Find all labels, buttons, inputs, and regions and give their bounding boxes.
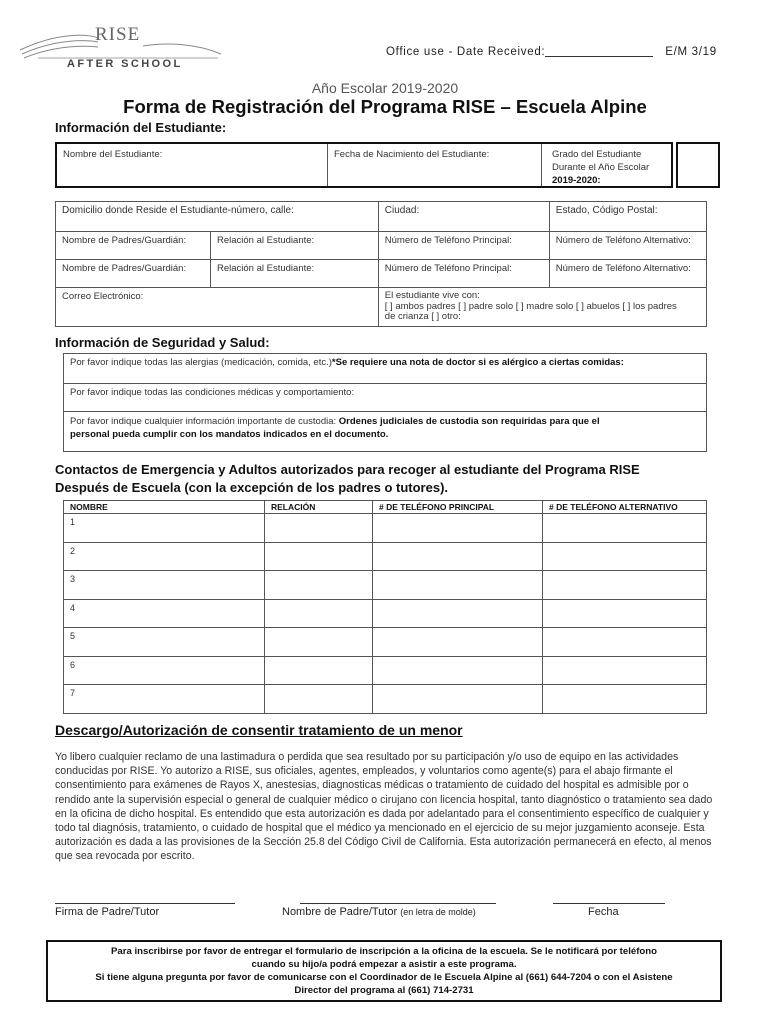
- contact-relation-cell[interactable]: [265, 599, 373, 628]
- contact-alt-phone-cell[interactable]: [543, 656, 707, 685]
- contact-relation-cell[interactable]: [265, 628, 373, 657]
- table-row: [64, 656, 707, 685]
- date-received-field[interactable]: [545, 56, 653, 57]
- contact-name-cell[interactable]: [64, 628, 265, 657]
- contact-phone-cell[interactable]: [373, 571, 543, 600]
- emergency-heading: Contactos de Emergencia y Adultos autorizados para recoger al estudiante del Programa RISE Después de Escuela (con la excepción de los padres o tutores).: [55, 462, 640, 495]
- contact-phone-cell[interactable]: [373, 685, 543, 714]
- parent2-name-field[interactable]: Nombre de Padres/Guardián:: [56, 260, 211, 288]
- contact-name-cell[interactable]: [64, 514, 265, 543]
- parent-signature-field[interactable]: [55, 903, 235, 904]
- col-header-phone: # DE TELÉFONO PRINCIPAL: [373, 501, 543, 514]
- table-row: [64, 599, 707, 628]
- contact-phone-cell[interactable]: [373, 628, 543, 657]
- logo-text: RISE: [95, 24, 141, 45]
- row-number: 6: [70, 659, 76, 670]
- parent2-phone-field[interactable]: Número de Teléfono Principal:: [378, 260, 549, 288]
- row-number: 4: [70, 602, 76, 613]
- parent1-alt-phone-field[interactable]: Número de Teléfono Alternativo:: [549, 232, 706, 260]
- row-number: 7: [70, 688, 76, 698]
- col-header-alt-phone: # DE TELÉFONO ALTERNATIVO: [543, 501, 707, 514]
- grade-label: Grado del Estudiante Durante el Año Escolar 2019-2020:: [552, 149, 650, 186]
- row-number: 5: [70, 631, 76, 641]
- dob-label: Fecha de Nacimiento del Estudiante:: [334, 149, 490, 160]
- parent2-alt-phone-field[interactable]: Número de Teléfono Alternativo:: [549, 260, 706, 288]
- table-row: [64, 514, 707, 543]
- row-number: 2: [70, 545, 76, 556]
- student-info-box: [55, 142, 673, 188]
- city-field[interactable]: Ciudad:: [378, 202, 549, 232]
- contact-phone-cell[interactable]: [373, 599, 543, 628]
- col-header-relation: RELACIÓN: [265, 501, 373, 514]
- student-name-label: Nombre del Estudiante:: [63, 149, 163, 160]
- contact-relation-cell[interactable]: [265, 685, 373, 714]
- date-label: Fecha: [588, 906, 619, 918]
- contact-name-cell[interactable]: [64, 542, 265, 571]
- logo-subtitle: AFTER SCHOOL: [67, 58, 183, 70]
- contact-name-cell[interactable]: [64, 656, 265, 685]
- table-row: [64, 628, 707, 657]
- row-number: 3: [70, 574, 76, 584]
- contact-phone-cell[interactable]: [373, 514, 543, 543]
- contact-relation-cell[interactable]: [265, 656, 373, 685]
- medical-conditions-field[interactable]: Por favor indique todas las condiciones médicas y comportamiento:: [64, 384, 707, 412]
- contact-phone-cell[interactable]: [373, 656, 543, 685]
- safety-heading: Información de Seguridad y Salud:: [55, 335, 270, 350]
- contact-alt-phone-cell[interactable]: [543, 542, 707, 571]
- table-row: [64, 542, 707, 571]
- contact-alt-phone-cell[interactable]: [543, 599, 707, 628]
- waiver-text: Yo libero cualquier reclamo de una lastimadura o perdida que sea resultado por su participación y/o uso de equipo en las actividades conducidas por RISE. Yo autorizo a RISE, sus oficiales, agentes, empleados, y voluntarios como agente(s) para el abajo firmante el consentimiento para exámenes de Rayos X, anestesias, diagnosticas médicas o tratamiento de cuidado del hospital es admisible por o rendido ante la supervisión especial o general de cualquier médico o cirujano con licencia hospital, tanto diagnóstico o tratamiento sea dado en la oficina de dicho hospital. Es entendido que esta autorización es dada por adelantado para el consentimiento específico de cualquier y todo tal diagnósis, tratamiento, o cuidado de hospital que el médico ya mencionado en el ejercicio de su mejor juzgamiento aconseje. Esta autorización es dada a las provisiones de la Sección 25.8 del Código Civil de California. Esta autorización permanecerá en efecto, al menos que sea revocada por escrito.: [55, 751, 713, 863]
- form-code: E/M 3/19: [665, 46, 717, 58]
- contact-alt-phone-cell[interactable]: [543, 628, 707, 657]
- page-title: Forma de Registración del Programa RISE – Escuela Alpine: [123, 96, 647, 117]
- dob-field[interactable]: [334, 162, 534, 182]
- custody-field[interactable]: Por favor indique cualquier información importante de custodia: Ordenes judiciales de custodia son requiridas para que el personal pueda cumplir con los mandatos indicados en el documento.: [64, 412, 707, 452]
- parent1-relation-field[interactable]: Relación al Estudiante:: [211, 232, 379, 260]
- contact-alt-phone-cell[interactable]: [543, 685, 707, 714]
- parent-signature-label: Firma de Padre/Tutor: [55, 906, 160, 918]
- student-name-field[interactable]: [63, 162, 319, 182]
- parent-name-label: Nombre de Padre/Tutor (en letra de molde): [282, 906, 476, 918]
- contact-alt-phone-cell[interactable]: [543, 514, 707, 543]
- contact-name-cell[interactable]: [64, 685, 265, 714]
- office-use-line: [386, 46, 717, 58]
- parent2-relation-field[interactable]: Relación al Estudiante:: [211, 260, 379, 288]
- row-number: 1: [70, 517, 76, 527]
- date-field[interactable]: [553, 903, 665, 904]
- parent1-phone-field[interactable]: Número de Teléfono Principal:: [378, 232, 549, 260]
- contact-relation-cell[interactable]: [265, 571, 373, 600]
- school-year: Año Escolar 2019-2020: [311, 80, 459, 96]
- waiver-heading: Descargo/Autorización de consentir tratamiento de un menor: [55, 722, 463, 738]
- emergency-contacts-table: [63, 500, 707, 714]
- col-header-name: NOMBRE: [64, 501, 265, 514]
- contact-name-cell[interactable]: [64, 599, 265, 628]
- parent1-name-field[interactable]: Nombre de Padres/Guardián:: [56, 232, 211, 260]
- table-row: [64, 571, 707, 600]
- student-info-heading: Información del Estudiante:: [55, 120, 227, 135]
- contact-relation-cell[interactable]: [265, 542, 373, 571]
- state-zip-field[interactable]: Estado, Código Postal:: [549, 202, 706, 232]
- family-info-table: [55, 201, 707, 327]
- safety-table: [63, 353, 707, 452]
- parent-name-field[interactable]: [300, 903, 496, 904]
- office-use-label: Office use - Date Received:: [386, 46, 546, 58]
- footer-notice: Para inscribirse por favor de entregar el formulario de inscripción a la oficina de la escuela. Se le notificará por teléfono cuando su hijo/a podrá empezar a asistir a este programa. Si tiene alguna pregunta por favor de comunicarse con el Coordinador de le Escuela Alpine al (661) 644-7204 o con el Asistene Director del programa al (661) 714-2731: [46, 940, 722, 1002]
- email-field[interactable]: Correo Electrónico:: [56, 288, 379, 327]
- grade-input-box[interactable]: [676, 142, 720, 188]
- allergies-field[interactable]: Por favor indique todas las alergias (medicación, comida, etc.)*Se requiere una nota de doctor si es alérgico a ciertas comidas:: [64, 354, 707, 384]
- contact-name-cell[interactable]: [64, 571, 265, 600]
- contact-phone-cell[interactable]: [373, 542, 543, 571]
- contact-alt-phone-cell[interactable]: [543, 571, 707, 600]
- contact-relation-cell[interactable]: [265, 514, 373, 543]
- table-row: [64, 685, 707, 714]
- lives-with-field[interactable]: El estudiante vive con: [ ] ambos padres [ ] padre solo [ ] madre solo [ ] abuelos [ ] los padres de crianza [ ] otro:: [378, 288, 706, 327]
- address-field[interactable]: Domicilio donde Reside el Estudiante-número, calle:: [56, 202, 379, 232]
